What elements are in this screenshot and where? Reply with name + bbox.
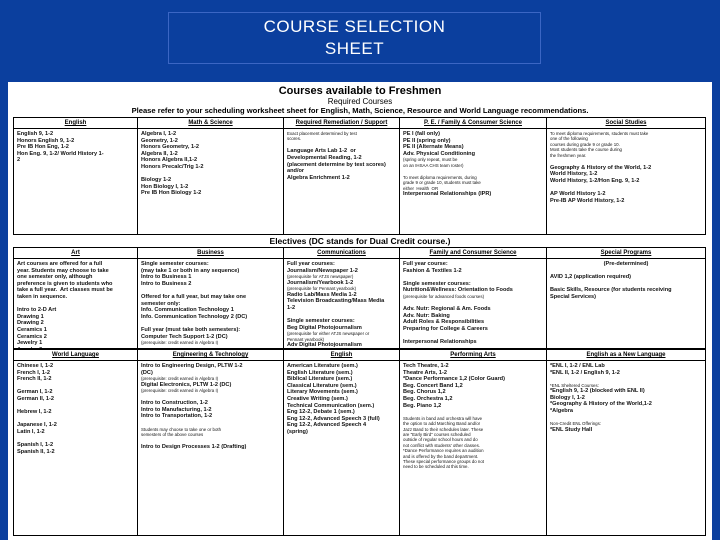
course-line: AP World History 1-2	[550, 191, 606, 197]
course-line: PE II (spring only)	[403, 137, 451, 144]
course-line: Pre IB Hon Eng, 1-2	[17, 144, 69, 151]
course-line: either Health OR	[403, 185, 439, 191]
electives-heading: Electives (DC stands for Dual Credit course.)	[269, 236, 451, 246]
course-line: grade 9 or grade 10, students must take	[403, 180, 481, 186]
course-line: Ceramics 1	[17, 326, 47, 333]
course-line: one semester only, although	[17, 274, 93, 281]
course-line: Single semester courses:	[141, 261, 209, 267]
column-header: Social Studies	[547, 119, 705, 129]
course-line: Honors Algebra II,1-2	[141, 157, 198, 164]
course-line	[17, 301, 134, 308]
course-line: Beg Digital Photojournalism	[287, 324, 362, 331]
column-header: Performing Arts	[400, 351, 546, 361]
course-line: Classical Literature (sem.)	[287, 382, 357, 389]
course-line: Single semester courses:	[287, 317, 355, 324]
banner-title-line-2: SHEET	[324, 39, 385, 58]
course-line: Intro to 2-D Art	[17, 307, 57, 314]
banner-title-line-1: COURSE SELECTION	[263, 17, 446, 36]
course-line: Biblical Literature (sem.)	[287, 376, 353, 383]
course-line: semester only:	[141, 300, 181, 307]
course-line: 2	[17, 157, 21, 164]
course-line: Eng 12-2, Advanced Speech 4	[287, 422, 367, 429]
course-line: Technical Communication (sem.)	[287, 402, 375, 409]
course-line	[141, 437, 280, 444]
column-header: Art	[14, 249, 137, 259]
column-header: Required Remediation / Support	[284, 119, 399, 129]
sheet-title: Courses available to Freshmen	[278, 85, 442, 97]
column-communications	[284, 248, 400, 348]
course-line: Pre-IB AP World History, 1-2	[550, 197, 625, 204]
required-courses-table	[13, 117, 706, 235]
course-line	[17, 347, 134, 348]
course-line: (spring)	[287, 428, 308, 435]
course-line	[287, 142, 396, 149]
course-line: Eng 12-2, Debate 1 (sem.)	[287, 409, 355, 416]
course-line: Basic Skills, Resource (for students receiving	[550, 287, 672, 294]
course-line: American Literature (sem.)	[287, 363, 358, 369]
column-header: Engineering & Technology	[138, 351, 283, 361]
course-line: Honors English 9, 1-2	[17, 137, 75, 144]
course-line: Pre IB Hon Biology 1-2	[141, 190, 202, 197]
course-line	[550, 158, 702, 165]
course-line: Hon Biology I, 1-2	[141, 183, 189, 190]
course-line: Journalism/Newspaper 1-2	[287, 267, 358, 274]
course-line: Adv. Physical Conditioning	[403, 150, 475, 157]
column-header: English as a New Language	[547, 351, 705, 361]
course-line: (prerequisite for Pennant yearbook)	[287, 286, 357, 292]
electives-table-top	[13, 247, 706, 349]
course-line: (prerequisite for ATJS newspaper)	[287, 274, 354, 280]
course-line: *Dance Performance requires an audition	[403, 448, 484, 454]
course-line	[141, 420, 280, 427]
course-line: Geography & History of the World, 1-2	[550, 164, 652, 171]
course-line: Non-Credit ENL Offerings:	[550, 421, 601, 427]
column-english-as-a-new-language	[547, 350, 705, 535]
course-line: Drawing 1	[17, 313, 44, 320]
course-line: Jazz Band to their schedules later. These	[403, 426, 484, 432]
course-line: Honors Precalc/Trig 1-2	[141, 163, 204, 170]
course-line: Exact placement determined by test	[287, 131, 357, 136]
course-line: Info. Communication Technology 1	[141, 307, 234, 314]
course-line: Adv Digital Photojournalism	[287, 341, 362, 348]
column-required-remediation-support	[284, 118, 400, 234]
course-line: French II, 1-2	[17, 376, 52, 383]
course-line: on an IHSAA CHS team roster)	[403, 162, 464, 168]
course-line: Journalism/Yearbook 1-2	[287, 279, 354, 286]
course-line: *ENL II, 1-2 / English 9, 1-2	[550, 369, 620, 376]
course-line: year. Students may choose to take	[17, 267, 109, 274]
course-line	[17, 416, 134, 423]
course-line: Special Services)	[550, 293, 597, 300]
course-line	[141, 394, 280, 401]
course-line: PE I (fall only)	[403, 131, 440, 137]
course-line: Digital Electronics, PLTW 1-2 (DC)	[141, 381, 232, 388]
course-line: Japanese I, 1-2	[17, 422, 57, 429]
course-line	[141, 320, 280, 327]
column-subheader: (Pre-determined)	[603, 261, 649, 267]
course-line: Intro to Engineering Design, PLTW 1-2	[141, 363, 243, 369]
course-line: the freshmen year.	[550, 152, 587, 158]
course-line: To meet diploma requirements, during	[403, 174, 477, 180]
electives-table-bottom	[13, 349, 706, 536]
course-line: World History, 1-2	[550, 171, 598, 178]
course-line	[550, 281, 702, 288]
course-line: Interpersonal Relationships (IPR)	[403, 191, 492, 197]
course-line: *ENL Study Hall	[550, 426, 593, 433]
column-world-language	[14, 350, 138, 535]
column-performing-arts	[400, 350, 547, 535]
course-line: Interpersonal Relationships	[403, 338, 477, 345]
course-line: take a full year. Art classes must be	[17, 287, 113, 294]
course-line: and is offered by the band department.	[403, 453, 479, 459]
course-line: (prerequisite: credit earned in Algebra I)	[141, 376, 219, 382]
course-line: English Literature (sem.)	[287, 369, 353, 376]
course-line: Biology I, 1-2	[550, 394, 585, 401]
course-line: Intro to Design Processes 1-2 (Drafting)	[141, 443, 247, 450]
course-line: Language Arts Lab 1-2 or	[287, 148, 356, 155]
course-line: (prerequisite for advanced foods courses)	[403, 293, 485, 299]
course-line: PE II (Alternate Means)	[403, 144, 464, 151]
course-line: preference is given to students who	[17, 280, 113, 287]
course-line: To meet diploma requirements, students must take	[550, 131, 649, 136]
course-line: Hon Eng. 9, 1-2/ World History 1-	[17, 150, 104, 157]
course-line	[550, 268, 702, 275]
course-line: Nutrition&Wellness: Orientation to Foods	[403, 287, 513, 294]
column-header: Communications	[284, 249, 399, 259]
course-line: courses during grade 9 or grade 10.	[550, 141, 620, 147]
course-line: (prerequisite for either ATJS newspaper or	[287, 331, 370, 337]
course-line: Offered for a full year, but may take one	[141, 293, 247, 300]
column-english	[14, 118, 138, 234]
course-line: Full year (must take both semesters):	[141, 326, 241, 333]
course-line: Television Broadcasting/Mass Media	[287, 298, 385, 305]
column-header: Business	[138, 249, 283, 259]
column-family-and-consumer-science	[400, 248, 547, 348]
course-line: *Geography & History of the World,1-2	[550, 401, 652, 408]
course-line: Intro to Manufacturing, 1-2	[141, 406, 212, 413]
course-line: one of the following	[550, 136, 588, 142]
course-line: semesters of the above courses	[141, 431, 204, 437]
column-header: English	[14, 119, 137, 129]
course-line: Art courses are offered for a full	[17, 261, 103, 267]
course-line: outside of regular school hours and do	[403, 437, 478, 443]
course-line: (spring only repeat, must be	[403, 157, 458, 163]
course-line: Students in band and orchestra will have	[403, 415, 483, 421]
course-line: Hebrew I, 1-2	[17, 409, 52, 416]
course-line: (DC)	[141, 369, 153, 376]
course-line: Full year courses:	[287, 261, 335, 267]
course-line: *English 9, 1-2 (blocked with ENL II)	[550, 388, 645, 395]
course-line: Intro to Business 2	[141, 280, 192, 287]
course-line: Tech Theatre, 1-2	[403, 363, 449, 369]
course-line: Chinese I, 1-2	[17, 363, 54, 369]
course-line: Theatre Arts, 1-2	[403, 369, 447, 376]
course-line	[403, 274, 543, 281]
course-line: Algebra I, 1-2	[141, 131, 177, 137]
course-line: Single semester courses:	[403, 280, 471, 287]
course-sheet-document	[8, 82, 712, 540]
course-line: English 9, 1-2	[17, 131, 54, 137]
course-line: taken in sequence.	[17, 293, 68, 300]
column-business	[138, 248, 284, 348]
column-engineering-technology	[138, 350, 284, 535]
course-line: *Dance Performance 1,2 (Color Guard)	[403, 376, 505, 383]
title-banner	[168, 12, 541, 64]
course-line: Full year course:	[403, 261, 448, 267]
course-line	[141, 171, 280, 178]
course-line: Latin I, 1-2	[17, 428, 45, 435]
course-line	[17, 436, 134, 443]
column-header: P. E. / Family & Consumer Science	[400, 119, 546, 129]
course-line: Pennant yearbook)	[287, 336, 325, 342]
course-line: Jewelry 1	[17, 340, 43, 347]
course-line: (prerequisite: credit earned in Algebra I)	[141, 340, 219, 346]
course-line: Computer Tech Support 1-2 (DC)	[141, 333, 228, 340]
course-line: Spanish II, 1-2	[17, 448, 55, 455]
course-line: *ENL I, 1-2 / ENL Lab	[550, 363, 605, 369]
column-special-programs	[547, 248, 705, 348]
course-line: the option to add Marching Band and/or	[403, 421, 481, 427]
course-line: (may take 1 or both in any sequence)	[141, 267, 240, 274]
course-line	[403, 168, 543, 175]
column-art	[14, 248, 138, 348]
course-line: Beg. Chorus 1,2	[403, 389, 446, 396]
course-line: Adv. Nutr: Regional & Am. Foods	[403, 305, 491, 312]
course-line	[550, 184, 702, 191]
course-line: *ENL Sheltered Courses:	[550, 382, 599, 388]
course-line: Algebra II, 1-2	[141, 150, 178, 157]
course-line	[141, 287, 280, 294]
course-line: 1-2	[287, 304, 296, 311]
course-line	[17, 403, 134, 410]
course-line: are "Early Bird" courses scheduled	[403, 431, 471, 437]
course-line: Adult Roles & Responsibilities	[403, 319, 485, 326]
course-line: AVID 1,2 (application required)	[550, 274, 632, 281]
course-line: *Algebra	[550, 407, 574, 414]
course-line: Creative Writing (sem.)	[287, 395, 348, 402]
course-line: and/or	[287, 168, 305, 175]
course-line: Developmental Reading, 1-2	[287, 155, 362, 161]
course-line	[403, 332, 543, 339]
course-line: Students may choose to take one or both	[141, 426, 222, 432]
course-line: Beg. Concert Band 1,2	[403, 382, 463, 389]
course-line: Adv. Nutr: Baking	[403, 312, 450, 319]
course-line	[550, 415, 702, 422]
course-line: Spanish I, 1-2	[17, 442, 54, 449]
column-math-science	[138, 118, 284, 234]
course-line: Geometry, 1-2	[141, 137, 178, 144]
column-p-e-family-consumer-science	[400, 118, 547, 234]
column-header: Special Programs	[547, 249, 705, 259]
course-line: Intro to Construction, 1-2	[141, 400, 208, 407]
course-line: (placement determine by test scores)	[287, 161, 386, 168]
course-line: Fashion & Textiles 1-2	[403, 267, 462, 274]
column-header: Math & Science	[138, 119, 283, 129]
course-line	[403, 299, 543, 306]
course-line: Beg. Orchestra 1,2	[403, 395, 453, 402]
course-line: Drawing 2	[17, 320, 44, 327]
column-header: World Language	[14, 351, 137, 361]
course-line: Eng 12-2, Advanced Speech 3 (full)	[287, 415, 380, 422]
course-line: Intro to Business 1	[141, 274, 192, 281]
course-line: French I, 1-2	[17, 369, 50, 376]
course-line: scores.	[287, 136, 302, 142]
course-line	[17, 383, 134, 390]
course-line: Biology 1-2	[141, 177, 172, 184]
course-line: Most students take the course during	[550, 147, 622, 153]
course-line: Literary Movements (sem.)	[287, 389, 358, 396]
course-line: German I, 1-2	[17, 389, 53, 396]
course-line	[403, 409, 543, 416]
course-line: (prerequisite: credit earned in Algebra I)	[141, 388, 219, 394]
course-line: need to be scheduled at this time.	[403, 464, 469, 470]
course-line	[550, 376, 702, 383]
course-line: Radio Lab/Mass Media 1-2	[287, 291, 357, 298]
course-line: Info. Communication Technology 2 (DC)	[141, 313, 248, 320]
column-header: English	[284, 351, 399, 361]
course-line: Ceramics 2	[17, 333, 47, 340]
column-header: Family and Consumer Science	[400, 249, 546, 259]
course-line: World History, 1-2/Hon Eng. 9, 1-2	[550, 177, 640, 184]
course-line	[287, 311, 396, 318]
course-line: Honors Geometry, 1-2	[141, 144, 200, 151]
course-line: not conflict with students' other classes.	[403, 442, 480, 448]
course-line: Beg. Piano 1,2	[403, 402, 442, 409]
column-english	[284, 350, 400, 535]
course-line: Algebra Enrichment 1-2	[287, 174, 350, 181]
course-line: Preparing for College & Careers	[403, 325, 488, 332]
course-line: These special performance groups do not	[403, 459, 485, 464]
course-line: German II, 1-2	[17, 395, 54, 402]
instruction-text: Please refer to your scheduling worksheet sheet for English, Math, Science, Resource and World Language recommendations.	[131, 106, 589, 115]
course-line: Intro to Transportation, 1-2	[141, 413, 213, 420]
column-social-studies	[547, 118, 705, 234]
required-courses-heading: Required Courses	[327, 97, 393, 106]
